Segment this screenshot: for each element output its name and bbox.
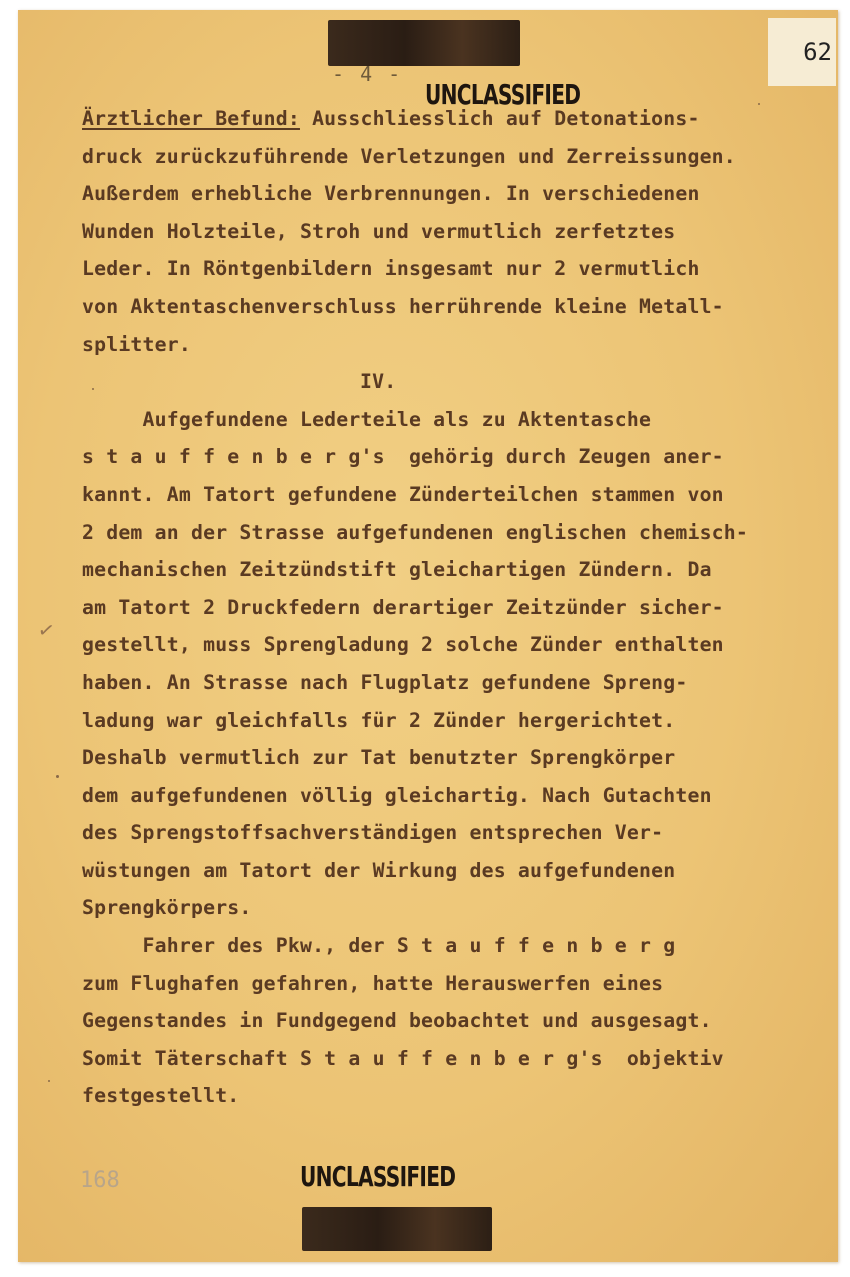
section-line: Sprengkörpers. (82, 896, 252, 920)
section-line: 2 dem an der Strasse aufgefundenen englischen chemisch- (82, 520, 749, 544)
section-line: haben. An Strasse nach Flugplatz gefundene Spreng- (82, 670, 688, 694)
paper-speck (56, 775, 59, 778)
body-line: Außerdem erhebliche Verbrennungen. In verschiedenen (82, 182, 700, 206)
paper-speck (92, 388, 94, 390)
section-line: Deshalb vermutlich zur Tat benutzter Sprengkörper (82, 746, 676, 770)
section-line: mechanischen Zeitzündstift gleichartigen Zündern. Da (82, 558, 712, 582)
section-line: dem aufgefundenen völlig gleichartig. Nach Gutachten (82, 783, 712, 807)
section-line: ladung war gleichfalls für 2 Zünder hergerichtet. (82, 708, 676, 732)
section-line: zum Flughafen gefahren, hatte Herauswerfen eines (82, 971, 664, 995)
section-line: kannt. Am Tatort gefundene Zünderteilchen stammen von (82, 482, 724, 506)
margin-check-mark: ✓ (36, 616, 57, 644)
section-line: wüstungen am Tatort der Wirkung des aufgefundenen (82, 858, 676, 882)
handwritten-page-number: 168 (80, 1168, 120, 1193)
body-line (82, 100, 842, 138)
body-line: Wunden Holzteile, Stroh und vermutlich zerfetztes (82, 219, 676, 243)
classification-stamp-top: UNCLASSIFIED (425, 78, 581, 111)
paper-speck (48, 1080, 50, 1082)
body-line: von Aktentaschenverschluss herrührende kleine Metall- (82, 294, 724, 318)
page-number: - 4 - (332, 62, 403, 86)
folio-number-label: 62 (768, 18, 836, 86)
medical-finding-label: Ärztlicher Befund: (82, 107, 300, 130)
section-line: Gegenstandes in Fundgegend beobachtet und ausgesagt. (82, 1009, 712, 1033)
document-body (82, 100, 842, 1115)
section-line: gestellt, muss Sprengladung 2 solche Zünder enthalten (82, 633, 724, 657)
section-line: des Sprengstoffsachverständigen entsprechen Ver- (82, 821, 664, 845)
section-line: Aufgefundene Lederteile als zu Aktentasche (82, 407, 652, 431)
section-line: am Tatort 2 Druckfedern derartiger Zeitzünder sicher- (82, 595, 724, 619)
section-line: s t a u f f e n b e r g's gehörig durch Zeugen aner- (82, 445, 724, 469)
body-line: splitter. (82, 332, 191, 356)
redaction-bar-top (328, 20, 520, 66)
paper-speck (758, 103, 760, 105)
section-line: Somit Täterschaft S t a u f f e n b e r g's objektiv (82, 1046, 724, 1070)
section-line: Fahrer des Pkw., der S t a u f f e n b e r g (82, 934, 676, 958)
section-heading: IV. (360, 370, 397, 394)
body-line-text: Ausschliesslich auf Detonations- (299, 107, 700, 130)
classification-stamp-bottom: UNCLASSIFIED (300, 1160, 456, 1193)
redaction-bar-bottom (302, 1207, 492, 1251)
section-line: festgestellt. (82, 1084, 240, 1108)
body-line: Leder. In Röntgenbildern insgesamt nur 2 vermutlich (82, 257, 700, 281)
body-line: druck zurückzuführende Verletzungen und Zerreissungen. (82, 144, 736, 168)
